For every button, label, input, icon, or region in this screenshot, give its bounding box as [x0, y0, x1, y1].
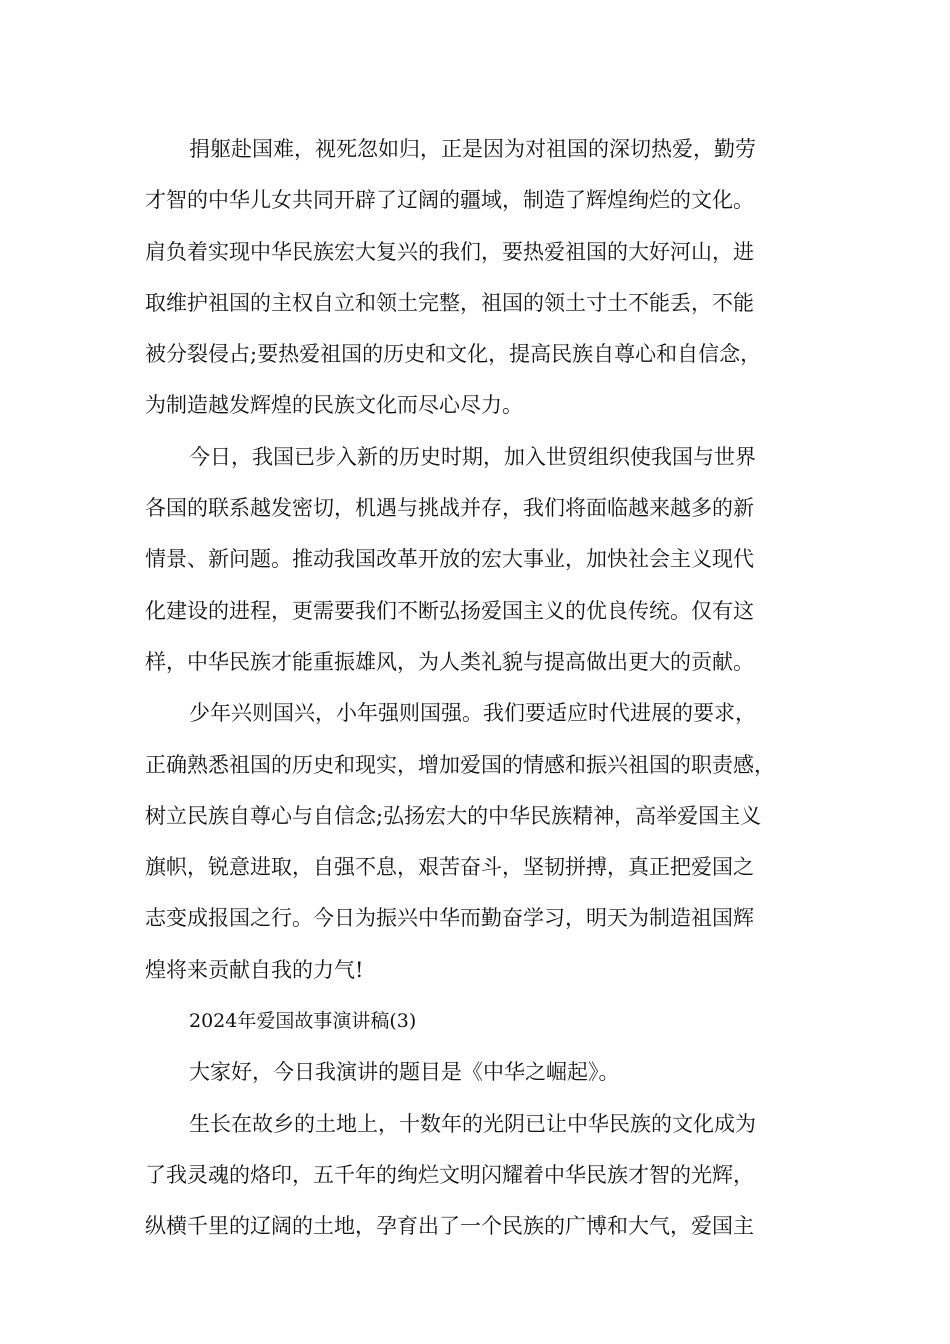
- text-line: 纵横千里的辽阔的土地，孕育出了一个民族的广博和大气，爱国主: [145, 1214, 754, 1239]
- text-line: 肩负着实现中华民族宏大复兴的我们，要热爱祖国的大好河山，进: [145, 239, 754, 264]
- text-line: 才智的中华儿女共同开辟了辽阔的疆域，制造了辉煌绚烂的文化。: [145, 188, 754, 213]
- section-title: 2024年爱国故事演讲稿(3): [189, 1010, 417, 1033]
- text-line: 正确熟悉祖国的历史和现实，增加爱国的情感和振兴祖国的职责感，: [145, 752, 775, 777]
- paragraph-1: [145, 124, 810, 432]
- greeting-line: 大家好，今日我演讲的题目是《中华之崛起》。: [189, 1060, 620, 1085]
- text-line: 生长在故乡的土地上，十数年的光阴已让中华民族的文化成为: [189, 1111, 756, 1136]
- document-body: [145, 124, 810, 1253]
- text-line: 取维护祖国的主权自立和领土完整，祖国的领土寸土不能丢，不能: [145, 290, 754, 315]
- text-line: 各国的联系越发密切，机遇与挑战并存，我们将面临越来越多的新: [145, 496, 754, 521]
- text-line: 了我灵魂的烙印，五千年的绚烂文明闪耀着中华民族才智的光辉，: [145, 1162, 754, 1187]
- text-line: 化建设的进程，更需要我们不断弘扬爱国主义的优良传统。仅有这: [145, 598, 754, 623]
- paragraph-4: [145, 1099, 810, 1253]
- text-line: 今日，我国已步入新的历史时期，加入世贸组织使我国与世界: [189, 444, 756, 469]
- text-line: 煌将来贡献自我的力气!: [145, 957, 364, 982]
- text-line: 被分裂侵占;要热爱祖国的历史和文化，提高民族自尊心和自信念，: [145, 342, 762, 367]
- text-line: 捐躯赴国难，视死忽如归，正是因为对祖国的深切热爱，勤劳: [189, 137, 756, 161]
- text-line: 为制造越发辉煌的民族文化而尽心尽力。: [145, 393, 523, 418]
- text-line: 旗帜，锐意进取，自强不息，艰苦奋斗，坚韧拼搏，真正把爱国之: [145, 855, 754, 880]
- text-line: 情景、新问题。推动我国改革开放的宏大事业，加快社会主义现代: [145, 547, 754, 572]
- paragraph-3: [145, 688, 810, 996]
- text-line: 志变成报国之行。今日为振兴中华而勤奋学习，明天为制造祖国辉: [145, 906, 754, 931]
- text-line: 样，中华民族才能重振雄风，为人类礼貌与提高做出更大的贡献。: [145, 649, 754, 674]
- text-line: 树立民族自尊心与自信念;弘扬宏大的中华民族精神，高举爱国主义: [145, 803, 762, 828]
- text-line: 少年兴则国兴，小年强则国强。我们要适应时代进展的要求，: [189, 701, 756, 726]
- paragraph-2: [145, 432, 810, 688]
